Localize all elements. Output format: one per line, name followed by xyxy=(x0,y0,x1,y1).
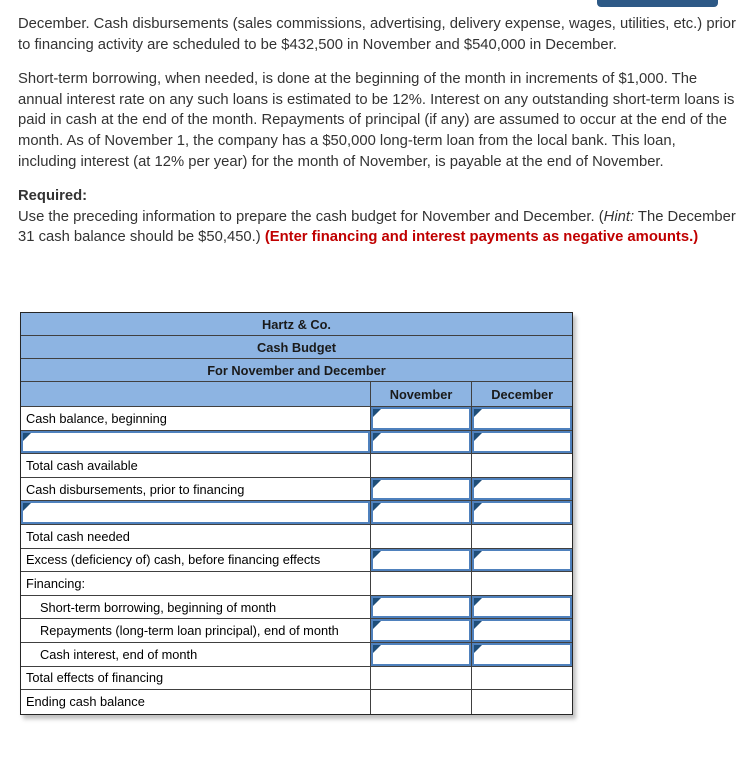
row-label xyxy=(21,478,371,501)
row-label-text: Total cash needed xyxy=(26,528,130,544)
required-text: Use the preceding information to prepare the cash budget for November and December. ( xyxy=(18,208,604,225)
row-label xyxy=(21,690,371,714)
input-cell-november[interactable] xyxy=(371,478,472,501)
input-cell-november[interactable] xyxy=(371,549,472,572)
input-cell-december[interactable] xyxy=(472,643,572,666)
table-title-period: For November and December xyxy=(21,359,572,382)
computed-cell-november xyxy=(371,690,473,714)
row-label xyxy=(21,572,371,595)
row-label-text: Excess (deficiency of) cash, before financing effects xyxy=(26,552,321,568)
editable-marker-icon xyxy=(23,503,31,511)
editable-marker-icon xyxy=(474,598,482,606)
input-cell-november[interactable] xyxy=(371,596,472,619)
input-cell-december[interactable] xyxy=(472,501,572,524)
editable-marker-icon xyxy=(373,480,381,488)
table-row xyxy=(21,525,572,549)
row-label xyxy=(21,525,371,548)
hint-word: Hint: xyxy=(603,208,635,225)
computed-cell-december xyxy=(472,572,572,595)
row-label xyxy=(21,643,371,666)
top-right-partial-button[interactable] xyxy=(597,0,718,7)
row-label-text: Repayments (long-term loan principal), end of month xyxy=(40,623,339,639)
table-row xyxy=(21,619,572,643)
required-heading: Required: xyxy=(18,188,88,205)
table-row xyxy=(21,690,572,714)
row-label-text: Total effects of financing xyxy=(26,670,164,686)
input-cell-november[interactable] xyxy=(371,407,472,430)
row-label-text: Cash disbursements, prior to financing xyxy=(26,481,245,497)
row-label-text: Cash interest, end of month xyxy=(40,646,198,662)
computed-cell-november xyxy=(371,572,473,595)
input-cell-december[interactable] xyxy=(472,596,572,619)
column-header-empty xyxy=(21,382,371,406)
table-row xyxy=(21,667,572,691)
editable-marker-icon xyxy=(474,409,482,417)
required-text-after-hint: The December 31 cash balance should be $50,450.) xyxy=(18,208,736,246)
row-label-text: Financing: xyxy=(26,575,86,591)
editable-marker-icon xyxy=(373,409,381,417)
input-cell-december[interactable] xyxy=(472,478,572,501)
table-title-statement: Cash Budget xyxy=(21,336,572,359)
editable-marker-icon xyxy=(373,598,381,606)
input-cell-november[interactable] xyxy=(371,643,472,666)
red-instruction: (Enter financing and interest payments as negative amounts.) xyxy=(264,229,699,246)
input-cell-november[interactable] xyxy=(371,619,472,642)
computed-cell-november xyxy=(371,525,473,548)
input-cell-label[interactable] xyxy=(21,431,370,454)
editable-marker-icon xyxy=(474,480,482,488)
intro-paragraph-1: December. Cash disbursements (sales commissions, advertising, delivery expense, wages, utilities, etc.) prior to financing activity are scheduled to be $432,500 in November and $540,000 in December. xyxy=(18,16,736,53)
editable-marker-icon xyxy=(474,433,482,441)
input-cell-december[interactable] xyxy=(472,619,572,642)
computed-cell-november xyxy=(371,454,473,477)
row-label-text: Cash balance, beginning xyxy=(26,410,167,426)
row-label xyxy=(21,407,371,430)
column-header-december: December xyxy=(472,382,572,406)
row-label xyxy=(21,667,371,690)
editable-marker-icon xyxy=(23,433,31,441)
editable-marker-icon xyxy=(373,551,381,559)
table-row xyxy=(21,431,572,455)
cash-budget-table xyxy=(20,312,573,715)
row-label xyxy=(21,454,371,477)
editable-marker-icon xyxy=(474,621,482,629)
column-header-november: November xyxy=(371,382,473,406)
table-row xyxy=(21,643,572,667)
editable-marker-icon xyxy=(474,645,482,653)
computed-cell-december xyxy=(472,667,572,690)
row-label xyxy=(21,619,371,642)
problem-text xyxy=(18,14,737,248)
input-cell-december[interactable] xyxy=(472,549,572,572)
editable-marker-icon xyxy=(373,621,381,629)
computed-cell-december xyxy=(472,525,572,548)
required-block xyxy=(18,186,737,248)
input-cell-label[interactable] xyxy=(21,501,370,524)
row-label-text: Short-term borrowing, beginning of month xyxy=(40,599,277,615)
table-title-company: Hartz & Co. xyxy=(21,313,572,336)
table-row xyxy=(21,478,572,502)
table-row xyxy=(21,572,572,596)
row-label xyxy=(21,549,371,572)
input-cell-december[interactable] xyxy=(472,431,572,454)
editable-marker-icon xyxy=(373,503,381,511)
table-row xyxy=(21,596,572,620)
table-row xyxy=(21,407,572,431)
row-label xyxy=(21,596,371,619)
row-label-text: Total cash available xyxy=(26,457,138,473)
table-row xyxy=(21,501,572,525)
intro-paragraph-2: Short-term borrowing, when needed, is done at the beginning of the month in increments of $1,000. The annual interest rate on any such loans is estimated to be 12%. Interest on any outstanding short-term loans is paid in cash at the end of the month. Repayments of principal (if any) are assumed to occur at the end of the month. As of November 1, the company has a $50,000 long-term loan from the local bank. This loan, including interest (at 12% per year) for the month of November, is payable at the end of November. xyxy=(18,71,735,170)
table-row xyxy=(21,454,572,478)
computed-cell-december xyxy=(472,690,572,714)
required-paragraph xyxy=(18,207,737,248)
input-cell-december[interactable] xyxy=(472,407,572,430)
computed-cell-december xyxy=(472,454,572,477)
input-cell-november[interactable] xyxy=(371,501,472,524)
editable-marker-icon xyxy=(474,503,482,511)
table-row xyxy=(21,549,572,573)
row-label-text: Ending cash balance xyxy=(26,694,145,710)
editable-marker-icon xyxy=(474,551,482,559)
editable-marker-icon xyxy=(373,433,381,441)
input-cell-november[interactable] xyxy=(371,431,472,454)
table-column-headers xyxy=(21,382,572,407)
computed-cell-november xyxy=(371,667,473,690)
editable-marker-icon xyxy=(373,645,381,653)
